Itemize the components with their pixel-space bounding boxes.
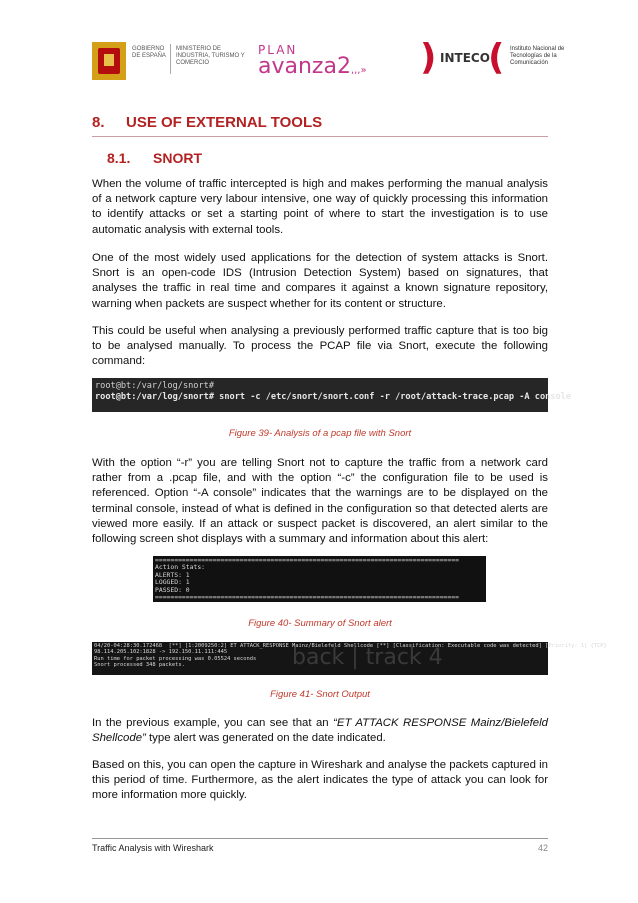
terminal-line: root@bt:/var/log/snort# snort -c /etc/snort/snort.conf -r /root/attack-trace.pcap -A console (95, 392, 571, 402)
subsection-title: SNORT (153, 150, 202, 166)
figure-39-terminal (92, 378, 571, 412)
terminal-line: 04/20-04:28:30.172468 [**] [1:2009250:2] ET ATTACK_RESPONSE Mainz/Bielefeld Shellcode [**] [Classification: Executable code was detected] [Priority: 1] {TCP} (94, 643, 607, 649)
page-number: 42 (537, 843, 548, 853)
plan-avanza-logo (258, 44, 367, 82)
paragraph-example (92, 716, 548, 746)
coat-of-arms-icon (92, 42, 126, 80)
page-header (92, 37, 565, 84)
terminal-watermark: back | track 4 (292, 645, 443, 670)
terminal-line: LOGGED: 1 (155, 578, 190, 587)
terminal-line: Snort processed 348 packets. (94, 662, 185, 669)
section-title: USE OF EXTERNAL TOOLS (126, 114, 323, 131)
gobierno-text: GOBIERNO DE ESPAÑA (132, 46, 166, 59)
paragraph-options: With the option “-r” you are telling Snort not to capture the traffic from a network card rather from a .pcap file, and with the option “-c” the configuration file to be used is referenced. Option “-A console” indicates that the warnings are to be displayed on the terminal console, instead of what is defined in the configuration so that detected alerts are viewed more easily. If an attack or suspect packet is discovered, an alert similar to the following screen shot displays with a summary and information about this alert: (92, 457, 548, 546)
figure-41-terminal (92, 642, 607, 675)
paragraph-wireshark: Based on this, you can open the capture in Wireshark and analyse the packets captured in this period of time. Furthermore, as the alert indicates the type of attack you can look for more information more quickly. (92, 759, 548, 802)
terminal-line: root@bt:/var/log/snort# (95, 381, 214, 391)
inteco-bracket-icon: ) (420, 37, 437, 78)
instituto-bracket-icon: ( (488, 37, 505, 78)
example-suffix: type alert was generated on the date indicated. (145, 732, 386, 745)
terminal-line: =============================================================================== (155, 593, 459, 602)
plan-label: PLAN (258, 43, 298, 57)
terminal-line: 98.114.205.102:1828 -> 192.150.11.111:445 (94, 649, 228, 656)
avanza-suffix: ,,,» (350, 65, 367, 76)
instituto-text: Instituto Nacional de Tecnologías de la Comunicación (510, 46, 565, 66)
subsection-heading (107, 150, 202, 166)
terminal-line: Action Stats: (155, 563, 206, 572)
inteco-logo: INTECO (440, 51, 490, 65)
figure-40-terminal (153, 556, 486, 602)
avanza-label: avanza2 (258, 54, 351, 79)
subsection-number: 8.1. (107, 150, 131, 166)
paragraph-intro: When the volume of traffic intercepted is high and makes performing the manual analysis of a network capture very labour intensive, one way of quickly processing this information to identify attacks or set a starting point of where to start the investigation is to use automatic analysis with external tools. (92, 178, 548, 236)
gobierno-logo (92, 42, 252, 80)
paragraph-pcap: This could be useful when analysing a previously performed traffic capture that is too big to be analysed manually. To process the PCAP file via Snort, execute the following command: (92, 325, 548, 368)
section-number: 8. (92, 114, 105, 131)
terminal-line: =============================================================================== (155, 556, 459, 564)
footer-title: Traffic Analysis with Wireshark (92, 843, 214, 853)
figure-39-caption: Figure 39- Analysis of a pcap file with Snort (228, 428, 412, 439)
ministerio-text: MINISTERIO DE INDUSTRIA, TURISMO Y COMERCIO (176, 46, 245, 66)
logo-divider (170, 44, 171, 74)
example-prefix: In the previous example, you can see that an (92, 717, 334, 729)
terminal-line: ALERTS: 1 (155, 570, 190, 579)
section-heading (92, 114, 322, 131)
footer-rule (92, 838, 548, 839)
paragraph-snort: One of the most widely used applications for the detection of system attacks is Snort. Snort is an open-code IDS (Intrusion Detection System) based on signatures, that analyses the traffic in real time and compares it against a known signature repository, warning when packets are suspect whether for its content or structure. (92, 252, 548, 310)
figure-40-caption: Figure 40- Summary of Snort alert (248, 618, 392, 629)
alert-name: “ET ATTACK RESPONSE Mainz/Bielefeld Shellcode” (92, 717, 548, 745)
terminal-line: PASSED: 0 (155, 585, 190, 594)
figure-41-caption: Figure 41- Snort Output (270, 689, 370, 700)
section-rule (92, 136, 548, 137)
terminal-line: Run time for packet processing was 0.05524 seconds (94, 655, 257, 662)
